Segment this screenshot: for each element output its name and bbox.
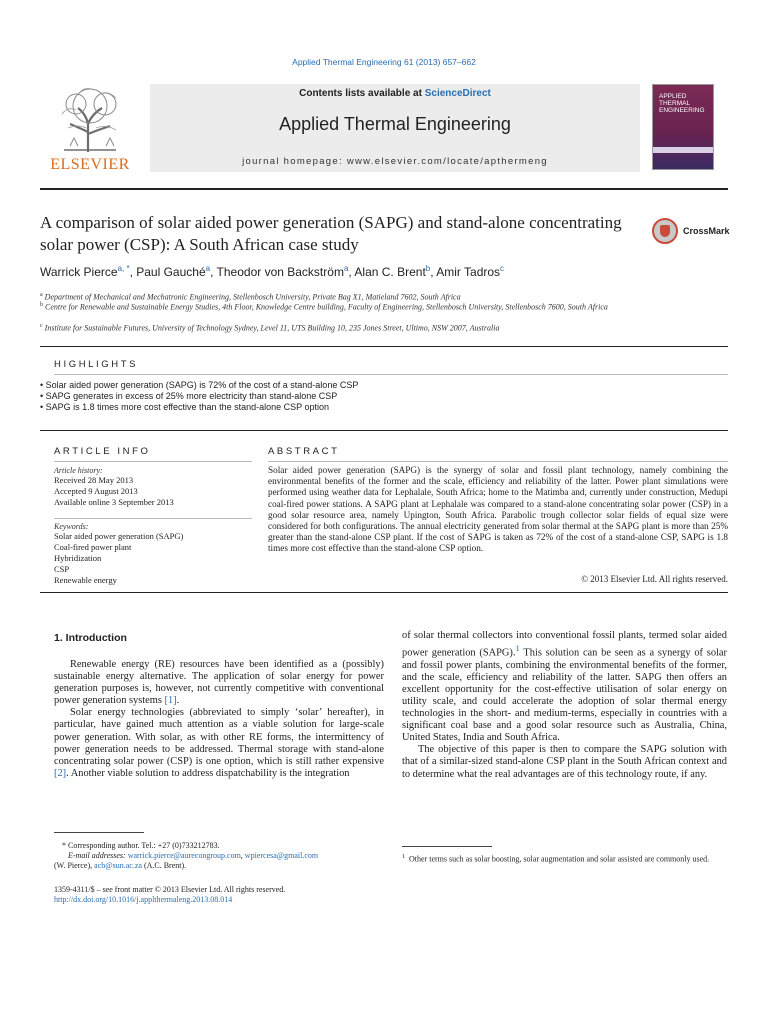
- body-column-right: [402, 630, 727, 781]
- author-affiliation-marker[interactable]: a, *: [117, 264, 130, 273]
- paragraph-text: .: [176, 695, 180, 707]
- journal-cover-image[interactable]: [652, 84, 714, 170]
- paragraph-text: Solar energy technologies (abbreviated to simply ‘solar’ hereafter), in particular, have gained much attention as a viable solution for large-scale power generation. With solar, as with other RE forms, the intermittency of power generation needs to be addressed. Thermal storage with stand-alone concentrating solar power (CSP) is one option, which is still rather expensive: [54, 707, 384, 767]
- cover-band: [653, 147, 713, 153]
- abstract-copyright: © 2013 Elsevier Ltd. All rights reserved.: [581, 574, 728, 584]
- issn-line: 1359-4311/$ – see front matter © 2013 Elsevier Ltd. All rights reserved.: [54, 885, 286, 894]
- highlights-list: [40, 380, 730, 413]
- journal-reference-link[interactable]: Applied Thermal Engineering 61 (2013) 657–662: [292, 57, 476, 67]
- highlight-item: • Solar aided power generation (SAPG) is 72% of the cost of a stand-alone CSP: [40, 380, 730, 391]
- section-divider: [40, 346, 728, 347]
- cover-title: [659, 93, 705, 114]
- keyword[interactable]: CSP: [54, 564, 70, 574]
- paragraph-text: This solution can be seen as a synergy of solar and fossil power plants, combining the environmental benefits of the former, and the scale, efficiency and reliability of the latter. SAPG then offers an excellent opportunity for the cost-effective utilisation of solar energy on utility scale, and could accelerate the adoption of solar thermal energy technologies in the short- and medium-terms, especially in countries with a significant coal base and a good solar resource such as Australia, China, United States, India and South Africa.: [402, 647, 727, 744]
- footnote-marker: 1: [402, 854, 405, 860]
- citation-link[interactable]: [1]: [164, 695, 177, 707]
- author-name[interactable]: Alan C. Brent: [354, 265, 426, 279]
- keyword[interactable]: Hybridization: [54, 553, 102, 563]
- footnote-text: Other terms such as solar boosting, solar augmentation and solar assisted are commonly used.: [409, 854, 710, 864]
- body-paragraph: The objective of this paper is then to compare the SAPG solution with that of a similar-sized stand-alone CSP plant in the South African context and to determine what the real advantages are of this technology route, if any.: [402, 744, 727, 780]
- author-name[interactable]: Theodor von Backström: [216, 265, 344, 279]
- body-paragraph: [54, 707, 384, 780]
- highlight-item: • SAPG is 1.8 times more cost effective than the stand-alone CSP option: [40, 402, 730, 413]
- email-label: E-mail addresses:: [68, 851, 126, 860]
- author-list: Warrick Pierce$^{a, *}$, Paul Gauché$^a$, Theodor von Backström$^a$, Alan C. Brent$^b$, Amir Tadros$^c$: [40, 264, 505, 279]
- article-info-divider: [54, 461, 252, 462]
- abstract-divider: [268, 461, 728, 462]
- email-owner: (A.C. Brent).: [143, 861, 187, 870]
- journal-homepage-link[interactable]: journal homepage: www.elsevier.com/locate/apthermeng: [242, 156, 548, 167]
- section-divider: [40, 430, 728, 431]
- cover-line: ENGINEERING: [659, 107, 705, 114]
- affiliation-marker: b: [40, 302, 43, 308]
- affiliation-marker: a: [40, 292, 43, 298]
- highlight-item: • SAPG generates in excess of 25% more electricity than stand-alone CSP: [40, 391, 730, 402]
- author-affiliation-marker[interactable]: b: [425, 264, 431, 273]
- email-line: E-mail addresses: warrick.pierce@aurecongroup.com, wpiercesa@gmail.com: [68, 851, 319, 860]
- email-link[interactable]: acb@sun.ac.za: [94, 861, 142, 870]
- body-paragraph: [54, 659, 384, 707]
- footnote-link[interactable]: 1: [515, 643, 520, 654]
- keywords-label: Keywords:: [54, 522, 89, 531]
- author-name[interactable]: Paul Gauché: [136, 265, 206, 279]
- publisher-name: ELSEVIER: [50, 156, 130, 173]
- article-title: A comparison of solar aided power generation (SAPG) and stand-alone concentrating solar power (CSP): A South African case study: [40, 213, 622, 254]
- article-info-heading: ARTICLE INFO: [54, 446, 151, 457]
- history-received: Received 28 May 2013: [54, 475, 134, 485]
- footnote-divider: [54, 832, 144, 833]
- history-label: Article history:: [54, 466, 103, 475]
- author-affiliation-marker[interactable]: a: [205, 264, 211, 273]
- email-owner: (W. Pierce),: [54, 861, 93, 870]
- section-divider: [40, 592, 728, 593]
- body-paragraph: [402, 630, 727, 744]
- affiliation-text: Department of Mechanical and Mechatronic Engineering, Stellenbosch University, Private Bag X1, Matieland 7602, South Africa: [44, 292, 461, 302]
- footnote-divider: [402, 846, 492, 847]
- keyword[interactable]: Renewable energy: [54, 575, 117, 585]
- keywords: [54, 522, 254, 586]
- keywords-divider: [54, 518, 252, 519]
- email-link[interactable]: wpiercesa@gmail.com: [244, 851, 319, 860]
- email-link[interactable]: warrick.pierce@aurecongroup.com: [127, 851, 241, 860]
- paragraph-text: of solar thermal collectors into conventional fossil plants, termed solar aided power generation (SAPG).: [402, 630, 727, 659]
- crossmark-icon: [652, 218, 678, 244]
- contents-prefix: Contents lists available at: [299, 88, 425, 99]
- paragraph-text: . Another viable solution to address dispatchability is the integration: [66, 767, 350, 779]
- body-column-left: [54, 659, 384, 780]
- author-name[interactable]: Warrick Pierce: [40, 265, 118, 279]
- keyword[interactable]: Solar aided power generation (SAPG): [54, 531, 184, 541]
- issn-note: [54, 885, 394, 905]
- elsevier-tree-icon: [50, 84, 130, 154]
- highlights-divider: [54, 374, 728, 375]
- paragraph-text: Renewable energy (RE) resources have been identified as a (possibly) sustainable energy alternative. The application of solar energy for power generation purposes is, however, not currently competitive with conventional power generation systems: [54, 659, 384, 707]
- affiliation: [40, 300, 730, 313]
- keyword[interactable]: Coal-fired power plant: [54, 542, 132, 552]
- contents-line: [150, 88, 640, 99]
- elsevier-logo: [40, 84, 140, 176]
- doi-link[interactable]: http://dx.doi.org/10.1016/j.applthermaleng.2013.08.014: [54, 895, 233, 904]
- highlights-heading: HIGHLIGHTS: [54, 359, 139, 370]
- affiliation: [40, 321, 730, 334]
- history-online: Available online 3 September 2013: [54, 497, 174, 507]
- history-accepted: Accepted 9 August 2013: [54, 486, 138, 496]
- affiliation-marker: c: [40, 323, 43, 329]
- footnote-1: [402, 852, 728, 865]
- corresponding-author: * Corresponding author. Tel.: +27 (0)733212783.: [62, 841, 220, 850]
- affiliation-text: Centre for Renewable and Sustainable Energy Studies, 4th Floor, Knowledge Centre building, Faculty of Engineering, Stellenbosch University, Stellenbosch 7600, South Africa: [45, 302, 608, 312]
- journal-title: Applied Thermal Engineering: [279, 114, 511, 134]
- cover-line: THERMAL: [659, 100, 691, 107]
- author-affiliation-marker[interactable]: c: [500, 264, 505, 273]
- email-line: [54, 861, 394, 871]
- journal-masthead: [150, 84, 640, 172]
- abstract-heading: ABSTRACT: [268, 446, 340, 457]
- affiliation-text: Institute for Sustainable Futures, University of Technology Sydney, Level 11, UTS Building 10, 235 Jones Street, Ultimo, NSW 2007, Australia: [44, 323, 500, 333]
- abstract-text: Solar aided power generation (SAPG) is the synergy of solar and fossil plant technology, namely combining the environmental benefits of the former and the scale, efficiency and reliability of the latter. Power plant simulations were performed using weather data for Lephalale, South Africa; home to the Matimba and, currently under construction, Medupi coal-fired power stations. A SAPG plant at Lephalale was compared to a stand-alone concentrating solar power (CSP) in a good solar resource area, namely Upington, South Africa. Parabolic trough collector solar fields of equal size were considered for both configurations. The annual electricity generated from solar thermal at the SAPG plant is more than 25% greater than the stand-alone CSP plant. If the cost of SAPG is taken as 72% of the cost of a stand-alone CSP, SAPG is 1.8 times more cost effective than the stand-alone CSP option.: [268, 465, 728, 554]
- crossmark-label: CrossMark: [683, 226, 730, 236]
- sciencedirect-link[interactable]: ScienceDirect: [424, 88, 491, 99]
- article-history: [54, 466, 254, 508]
- author-affiliation-marker[interactable]: a: [343, 264, 349, 273]
- citation-link[interactable]: [2]: [54, 767, 67, 779]
- crossmark-button[interactable]: [652, 218, 732, 246]
- cover-line: APPLIED: [659, 93, 687, 100]
- masthead-divider: [40, 188, 728, 190]
- introduction-heading: 1. Introduction: [54, 632, 127, 644]
- corresponding-author-note: [54, 841, 394, 871]
- author-name[interactable]: Amir Tadros: [436, 265, 501, 279]
